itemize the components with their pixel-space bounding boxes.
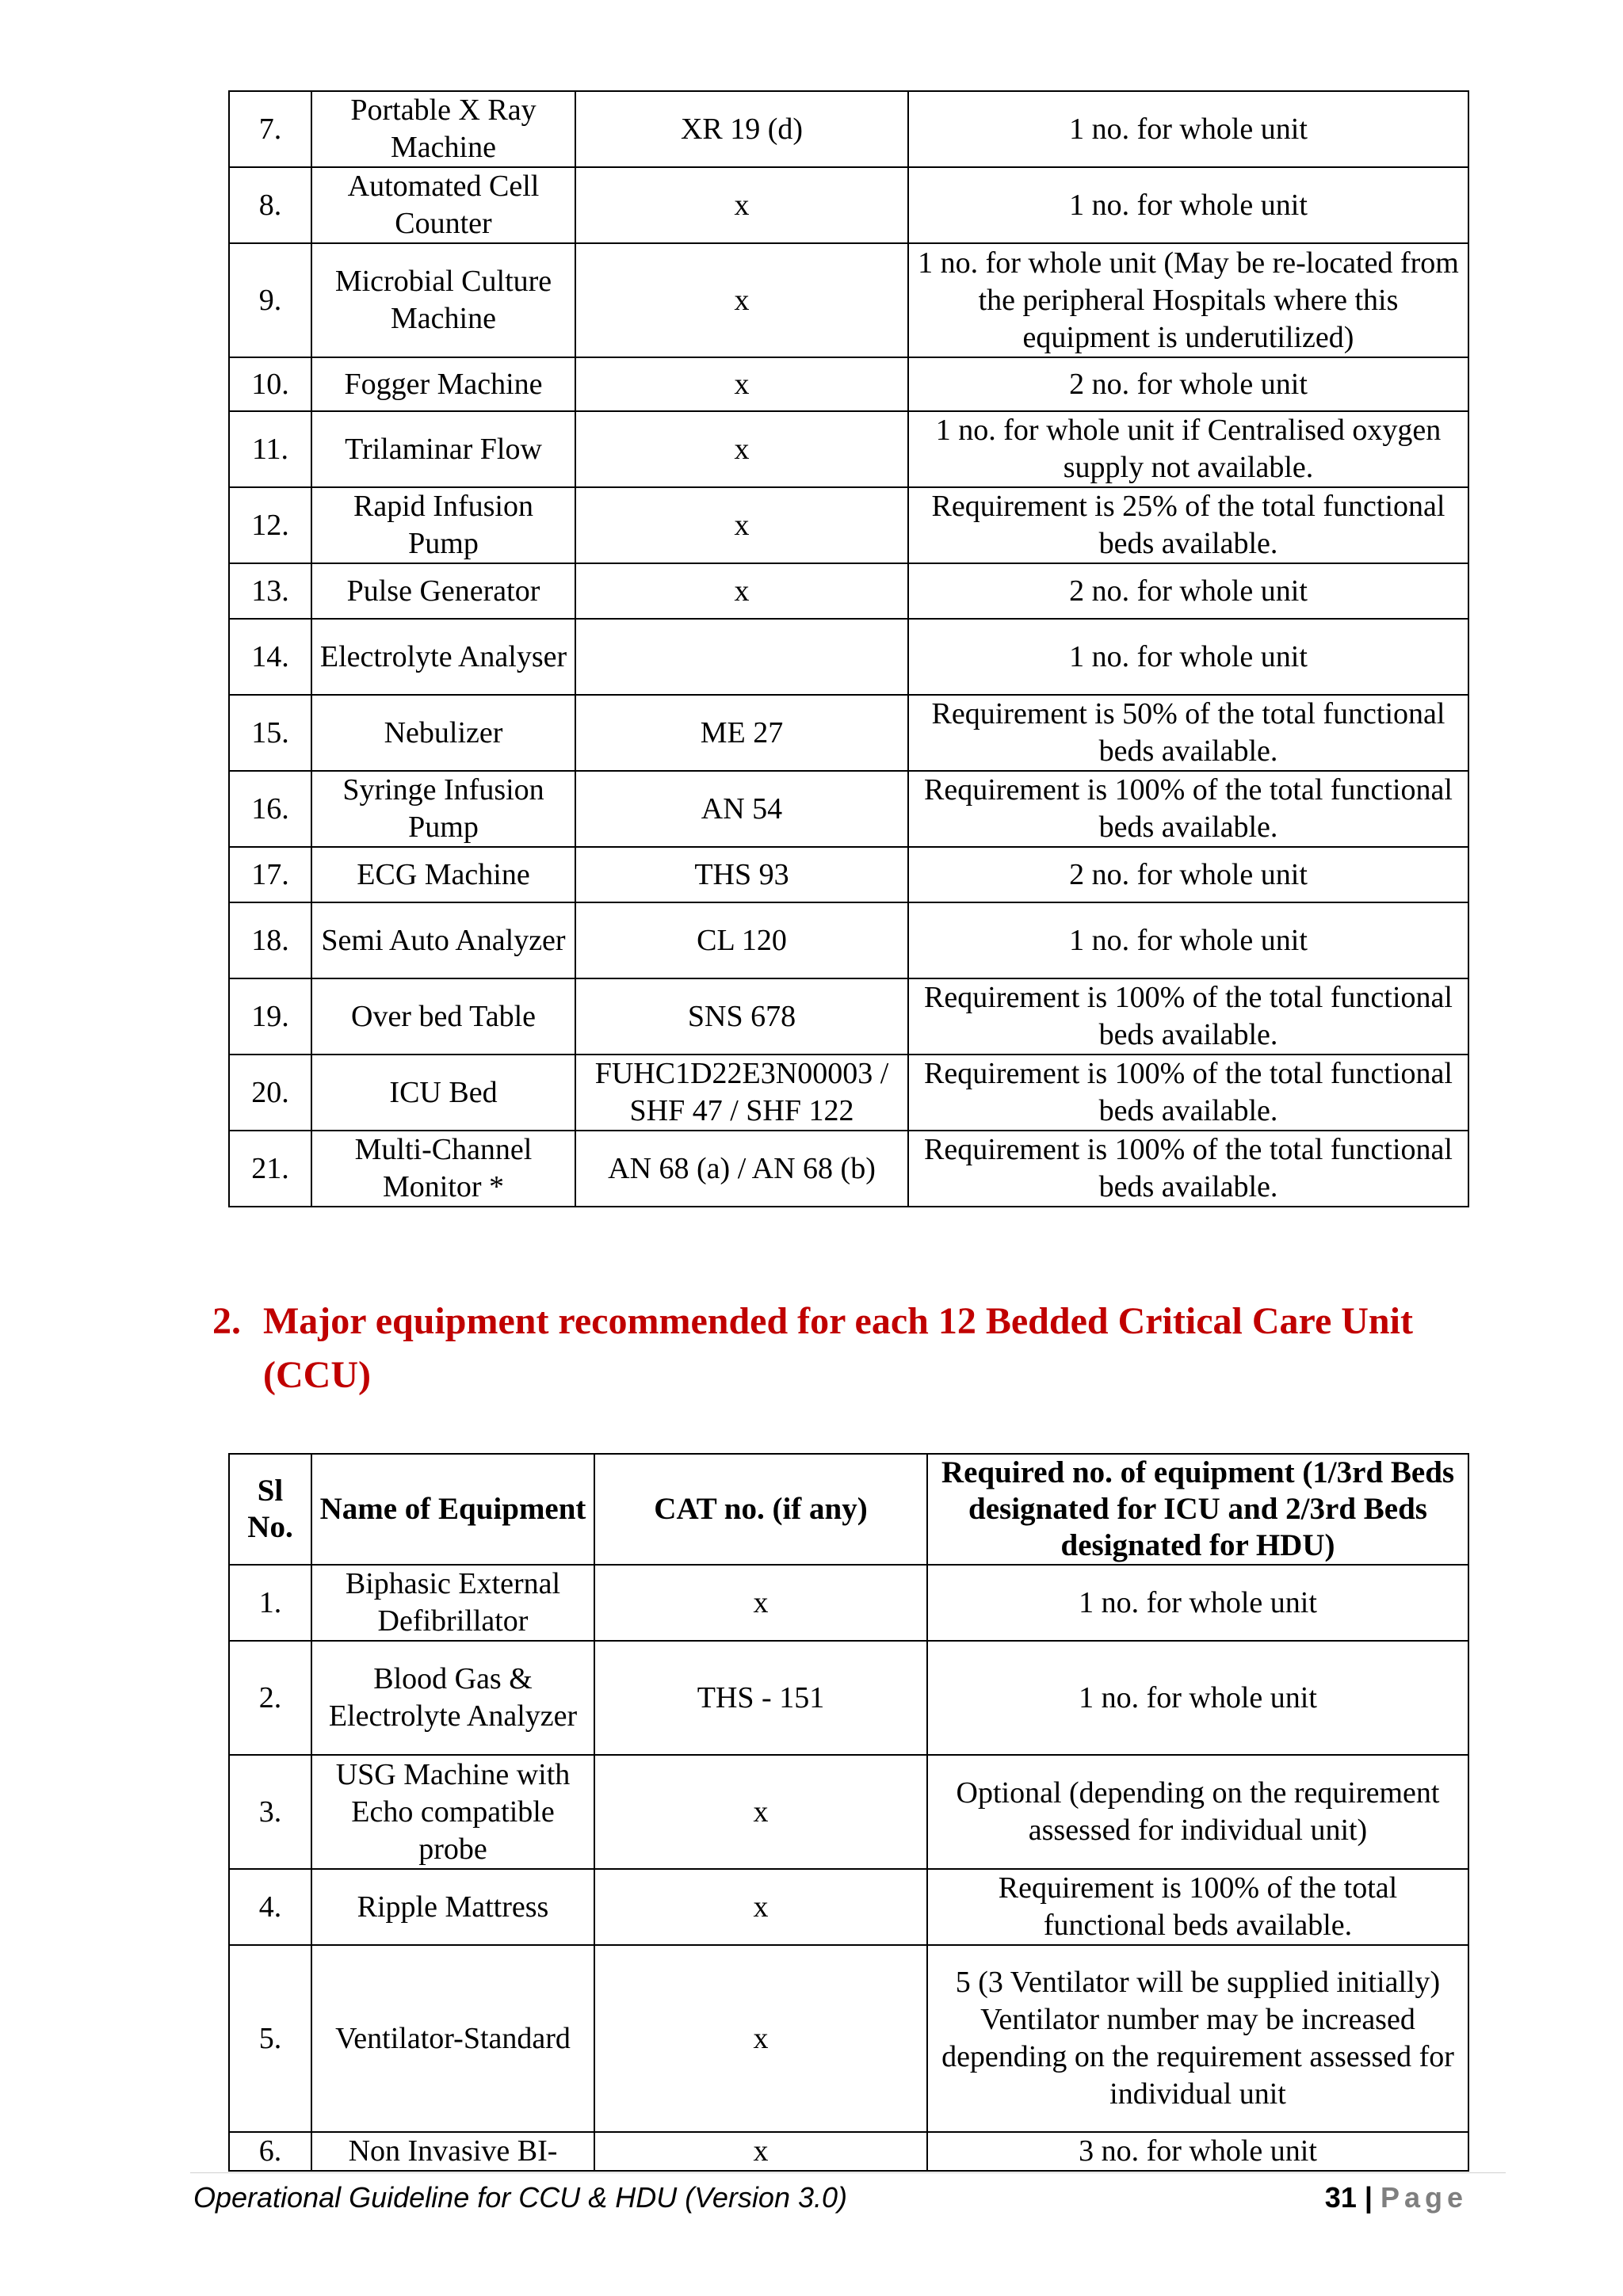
serial-cell: 17.: [229, 847, 311, 902]
table-row: [229, 1641, 1468, 1755]
table-row: [229, 1869, 1468, 1945]
serial-cell: 21.: [229, 1131, 311, 1207]
serial-cell: 9.: [229, 243, 311, 357]
requirement-cell: 2 no. for whole unit: [908, 357, 1468, 411]
serial-cell: 4.: [229, 1869, 311, 1945]
serial-cell: 12.: [229, 487, 311, 563]
equipment-table-continued: [228, 90, 1469, 1207]
equipment-name-cell: Portable X Ray Machine: [311, 91, 575, 167]
cat-number-cell: x: [575, 167, 908, 243]
cat-number-cell: x: [575, 243, 908, 357]
footer-divider: [190, 2172, 1506, 2173]
requirement-cell: Requirement is 100% of the total functional beds available.: [908, 978, 1468, 1055]
table-header-row: [229, 1454, 1468, 1565]
requirement-cell: 1 no. for whole unit: [908, 91, 1468, 167]
cat-number-cell: CL 120: [575, 902, 908, 978]
serial-cell: 11.: [229, 411, 311, 487]
serial-cell: 6.: [229, 2132, 311, 2171]
requirement-cell: 1 no. for whole unit: [927, 1641, 1468, 1755]
cat-number-cell: x: [594, 1869, 927, 1945]
table-row: [229, 902, 1468, 978]
requirement-cell: Requirement is 100% of the total functional beds available.: [908, 1055, 1468, 1131]
equipment-name-cell: Ripple Mattress: [311, 1869, 594, 1945]
table-row: [229, 243, 1468, 357]
table-row: [229, 563, 1468, 619]
requirement-cell: Requirement is 25% of the total functional beds available.: [908, 487, 1468, 563]
cat-number-cell: x: [594, 2132, 927, 2171]
table-row: [229, 357, 1468, 411]
serial-cell: 15.: [229, 695, 311, 771]
cat-number-cell: x: [575, 563, 908, 619]
requirement-cell: 1 no. for whole unit: [927, 1565, 1468, 1641]
header-cat-number: CAT no. (if any): [594, 1454, 927, 1565]
cat-number-cell: x: [575, 487, 908, 563]
table-row: [229, 2132, 1468, 2171]
equipment-name-cell: ICU Bed: [311, 1055, 575, 1131]
cat-number-cell: x: [575, 357, 908, 411]
table-row: [229, 619, 1468, 695]
serial-cell: 14.: [229, 619, 311, 695]
requirement-cell: Requirement is 100% of the total functional beds available.: [927, 1869, 1468, 1945]
serial-cell: 13.: [229, 563, 311, 619]
equipment-name-cell: ECG Machine: [311, 847, 575, 902]
equipment-name-cell: Multi-Channel Monitor *: [311, 1131, 575, 1207]
cat-number-cell: THS 93: [575, 847, 908, 902]
section-number: 2.: [212, 1300, 241, 1342]
cat-number-cell: AN 68 (a) / AN 68 (b): [575, 1131, 908, 1207]
serial-cell: 20.: [229, 1055, 311, 1131]
cat-number-cell: ME 27: [575, 695, 908, 771]
equipment-name-cell: Microbial Culture Machine: [311, 243, 575, 357]
equipment-name-cell: Fogger Machine: [311, 357, 575, 411]
equipment-name-cell: Biphasic External Defibrillator: [311, 1565, 594, 1641]
cat-number-cell: x: [594, 1755, 927, 1869]
footer-document-title: Operational Guideline for CCU & HDU (Version 3.0): [193, 2181, 847, 2214]
serial-cell: 19.: [229, 978, 311, 1055]
equipment-name-cell: Automated Cell Counter: [311, 167, 575, 243]
cat-number-cell: x: [575, 411, 908, 487]
table-row: [229, 411, 1468, 487]
table-row: [229, 1131, 1468, 1207]
equipment-name-cell: Non Invasive BI-: [311, 2132, 594, 2171]
serial-cell: 7.: [229, 91, 311, 167]
ccu-equipment-table: [228, 1453, 1469, 2172]
header-equipment-name: Name of Equipment: [311, 1454, 594, 1565]
equipment-name-cell: USG Machine with Echo compatible probe: [311, 1755, 594, 1869]
equipment-name-cell: Trilaminar Flow: [311, 411, 575, 487]
requirement-cell: Requirement is 100% of the total functional beds available.: [908, 1131, 1468, 1207]
table-row: [229, 1945, 1468, 2132]
requirement-cell: 1 no. for whole unit: [908, 167, 1468, 243]
requirement-cell: Requirement is 50% of the total functional beds available.: [908, 695, 1468, 771]
cat-number-cell: x: [594, 1945, 927, 2132]
cat-number-cell: AN 54: [575, 771, 908, 847]
serial-cell: 10.: [229, 357, 311, 411]
cat-number-cell: x: [594, 1565, 927, 1641]
table-row: [229, 771, 1468, 847]
serial-cell: 2.: [229, 1641, 311, 1755]
table-row: [229, 1755, 1468, 1869]
requirement-cell: 5 (3 Ventilator will be supplied initially) Ventilator number may be increased depending on the requirement assessed for individual unit: [927, 1945, 1468, 2132]
table-row: [229, 1055, 1468, 1131]
requirement-cell: 1 no. for whole unit: [908, 619, 1468, 695]
equipment-name-cell: Syringe Infusion Pump: [311, 771, 575, 847]
requirement-cell: 1 no. for whole unit if Centralised oxygen supply not available.: [908, 411, 1468, 487]
header-serial: Sl No.: [229, 1454, 311, 1565]
table-row: [229, 695, 1468, 771]
section-heading: [212, 1295, 1512, 1402]
table-row: [229, 167, 1468, 243]
serial-cell: 5.: [229, 1945, 311, 2132]
serial-cell: 3.: [229, 1755, 311, 1869]
table-row: [229, 487, 1468, 563]
footer-page-info: [1325, 2180, 1468, 2215]
section-title: Major equipment recommended for each 12 Bedded Critical Care Unit (CCU): [263, 1300, 1413, 1396]
serial-cell: 8.: [229, 167, 311, 243]
table-row: [229, 91, 1468, 167]
cat-number-cell: FUHC1D22E3N00003 / SHF 47 / SHF 122: [575, 1055, 908, 1131]
page-number: 31: [1324, 2181, 1357, 2214]
page-label: Page: [1380, 2181, 1468, 2214]
table-row: [229, 847, 1468, 902]
serial-cell: 18.: [229, 902, 311, 978]
equipment-name-cell: Electrolyte Analyser: [311, 619, 575, 695]
requirement-cell: Requirement is 100% of the total functional beds available.: [908, 771, 1468, 847]
cat-number-cell: XR 19 (d): [575, 91, 908, 167]
equipment-name-cell: Pulse Generator: [311, 563, 575, 619]
table-row: [229, 978, 1468, 1055]
equipment-name-cell: Rapid Infusion Pump: [311, 487, 575, 563]
cat-number-cell: SNS 678: [575, 978, 908, 1055]
equipment-name-cell: Nebulizer: [311, 695, 575, 771]
serial-cell: 16.: [229, 771, 311, 847]
equipment-name-cell: Blood Gas & Electrolyte Analyzer: [311, 1641, 594, 1755]
cat-number-cell: THS - 151: [594, 1641, 927, 1755]
requirement-cell: 1 no. for whole unit (May be re-located from the peripheral Hospitals where this equipment is underutilized): [908, 243, 1468, 357]
serial-cell: 1.: [229, 1565, 311, 1641]
cat-number-cell: [575, 619, 908, 695]
requirement-cell: Optional (depending on the requirement assessed for individual unit): [927, 1755, 1468, 1869]
requirement-cell: 2 no. for whole unit: [908, 847, 1468, 902]
footer-separator: |: [1364, 2181, 1373, 2214]
requirement-cell: 2 no. for whole unit: [908, 563, 1468, 619]
requirement-cell: 3 no. for whole unit: [927, 2132, 1468, 2171]
equipment-name-cell: Ventilator-Standard: [311, 1945, 594, 2132]
table-row: [229, 1565, 1468, 1641]
equipment-name-cell: Semi Auto Analyzer: [311, 902, 575, 978]
requirement-cell: 1 no. for whole unit: [908, 902, 1468, 978]
header-required-number: Required no. of equipment (1/3rd Beds designated for ICU and 2/3rd Beds designated for HDU): [927, 1454, 1468, 1565]
equipment-name-cell: Over bed Table: [311, 978, 575, 1055]
